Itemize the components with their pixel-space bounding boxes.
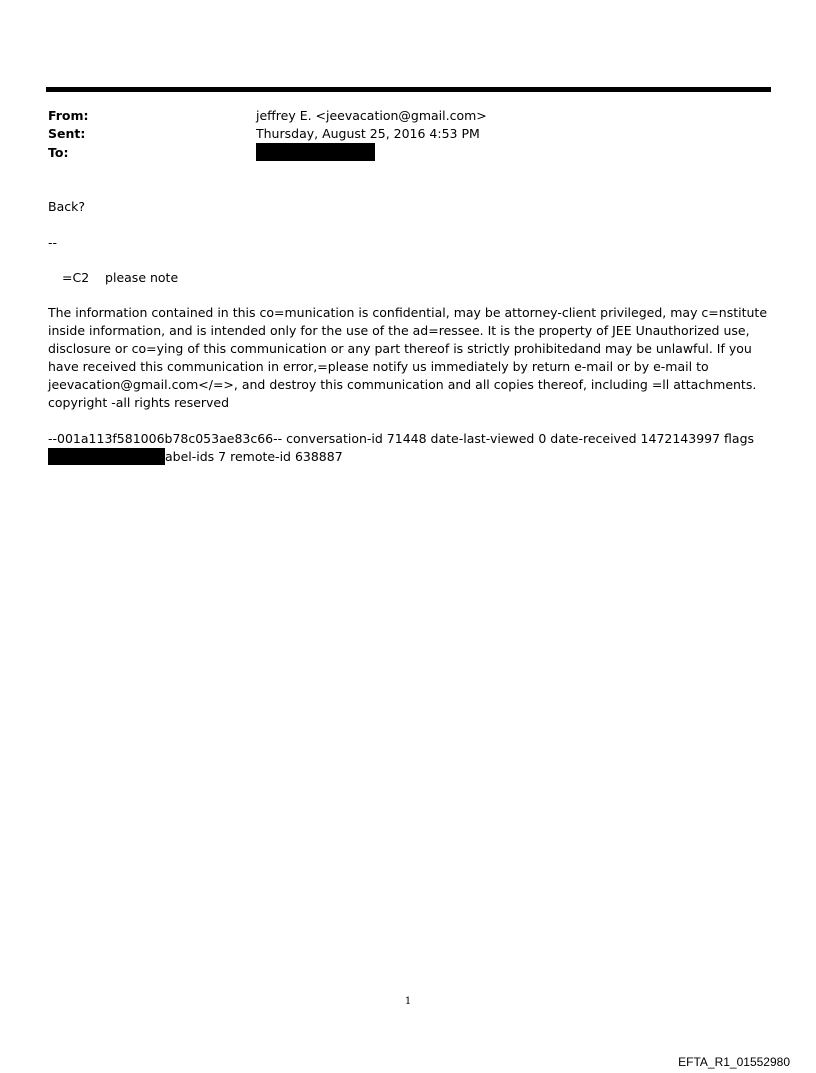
note-line: =C2 please note [62,270,179,285]
metadata-line-1: --001a113f581006b78c053ae83c66-- conversation-id 71448 date-last-viewed 0 date-received 1472143997 flags [48,431,755,446]
metadata-line-2: abel-ids 7 remote-id 638887 [165,449,343,464]
bates-number: EFTA_R1_01552980 [678,1055,790,1069]
disclaimer-paragraph: The information contained in this co=munication is confidential, may be attorney-client privileged, may c=nstitute inside information, and is intended only for the use of the ad=ressee. It is the property of JEE Unauthorized use, disclosure or co=ying of this communication or any part thereof is strictly prohibitedand may be unlawful. If you have received this communication in error,=please notify us immediately by return e-mail or by e-mail to jeevacation@gmail.com</=>, and destroy this communication and all copies thereof, including =ll attachments. copyright -all rights reserved [48,305,768,410]
page-number: 1 [404,996,412,1007]
from-label: From: [48,108,89,123]
to-redaction [256,143,375,161]
sent-value: Thursday, August 25, 2016 4:53 PM [256,126,480,141]
header-rule [46,87,771,92]
sent-label: Sent: [48,126,86,141]
metadata-redaction [48,448,165,465]
body-greeting: Back? [48,199,85,214]
signature-separator: -- [48,235,58,250]
from-value: jeffrey E. <jeevacation@gmail.com> [256,108,487,123]
to-label: To: [48,145,69,160]
